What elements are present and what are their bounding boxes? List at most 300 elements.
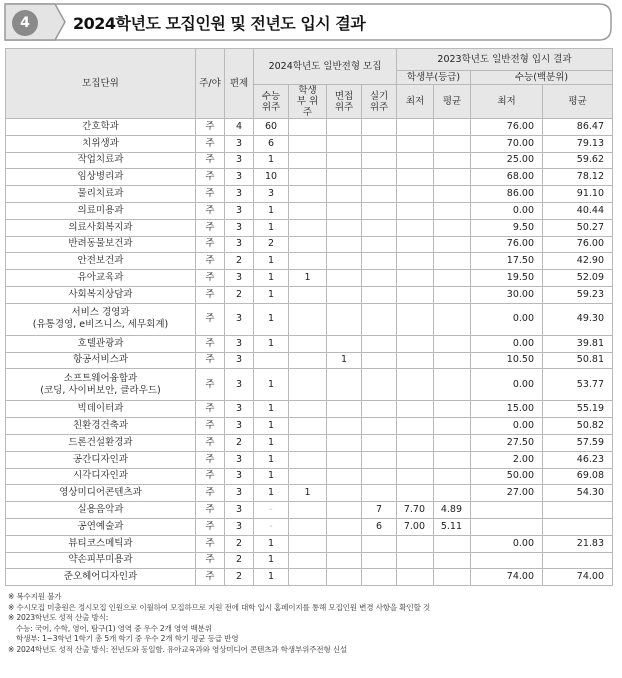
myeonjeop-cell: [327, 236, 362, 253]
term-cell: 3: [225, 418, 254, 435]
daynight-cell: 주: [196, 535, 225, 552]
hs-min-cell: [397, 202, 434, 219]
table-row: [6, 186, 613, 203]
cs-avg-cell: 74.00: [543, 569, 613, 586]
dept-cell: [6, 186, 196, 203]
dept-cell: [6, 418, 196, 435]
term-cell: 3: [225, 219, 254, 236]
daynight-cell: 주: [196, 518, 225, 535]
hs-min-cell: [397, 369, 434, 401]
suneung-cell: 1: [254, 535, 289, 552]
cs-min-cell: 30.00: [471, 286, 543, 303]
table-row: [6, 169, 613, 186]
hs-avg-cell: [434, 468, 471, 485]
header-suneung: 수능 위주: [254, 85, 289, 119]
dept-name: 소프트웨어융합과: [63, 372, 138, 384]
hs-min-cell: [397, 434, 434, 451]
suneung-cell: 1: [254, 569, 289, 586]
admission-table: [5, 48, 613, 586]
myeonjeop-cell: [327, 169, 362, 186]
hs-min-cell: [397, 270, 434, 287]
silgi-cell: [362, 535, 397, 552]
term-cell: 2: [225, 286, 254, 303]
cs-min-cell: 27.00: [471, 485, 543, 502]
cs-avg-cell: 86.47: [543, 119, 613, 136]
hakseng-cell: [289, 169, 327, 186]
daynight-cell: 주: [196, 451, 225, 468]
suneung-cell: 60: [254, 119, 289, 136]
suneung-cell: 1: [254, 485, 289, 502]
term-cell: 2: [225, 552, 254, 569]
cs-avg-cell: 59.23: [543, 286, 613, 303]
cs-min-cell: 76.00: [471, 119, 543, 136]
myeonjeop-cell: [327, 186, 362, 203]
cs-avg-cell: 57.59: [543, 434, 613, 451]
table-row: [6, 219, 613, 236]
dept-cell: [6, 535, 196, 552]
cs-min-cell: 15.00: [471, 401, 543, 418]
hakseng-cell: [289, 286, 327, 303]
note-line: 수능: 국어, 수학, 영어, 탐구(1) 영역 중 우수 2개 영역 백분위: [16, 623, 212, 633]
suneung-cell: 1: [254, 286, 289, 303]
dept-cell: [6, 253, 196, 270]
dept-cell: [6, 451, 196, 468]
dept-name: 시각디자인과: [72, 470, 129, 482]
dept-name: 안전보건과: [77, 255, 124, 267]
header-hs-min: 최저: [397, 85, 434, 119]
suneung-cell: 1: [254, 418, 289, 435]
cs-avg-cell: 53.77: [543, 369, 613, 401]
hakseng-cell: [289, 202, 327, 219]
myeonjeop-cell: [327, 535, 362, 552]
term-cell: 3: [225, 169, 254, 186]
hs-min-cell: [397, 535, 434, 552]
daynight-cell: 주: [196, 502, 225, 519]
term-cell: 3: [225, 236, 254, 253]
hs-min-cell: [397, 485, 434, 502]
suneung-cell: 1: [254, 270, 289, 287]
cs-min-cell: 76.00: [471, 236, 543, 253]
myeonjeop-cell: [327, 552, 362, 569]
dept-cell: [6, 518, 196, 535]
suneung-cell: 10: [254, 169, 289, 186]
hakseng-cell: [289, 219, 327, 236]
table-row: [6, 434, 613, 451]
daynight-cell: 주: [196, 468, 225, 485]
silgi-cell: [362, 286, 397, 303]
table-row: [6, 119, 613, 136]
cs-avg-cell: [543, 518, 613, 535]
hs-min-cell: [397, 286, 434, 303]
hs-min-cell: [397, 219, 434, 236]
myeonjeop-cell: [327, 401, 362, 418]
cs-avg-cell: 91.10: [543, 186, 613, 203]
cs-avg-cell: 46.23: [543, 451, 613, 468]
silgi-cell: [362, 434, 397, 451]
term-cell: 3: [225, 135, 254, 152]
hakseng-cell: [289, 253, 327, 270]
daynight-cell: 주: [196, 169, 225, 186]
daynight-cell: 주: [196, 485, 225, 502]
cs-avg-cell: 55.19: [543, 401, 613, 418]
daynight-cell: 주: [196, 286, 225, 303]
table-row: [6, 468, 613, 485]
silgi-cell: [362, 401, 397, 418]
cs-min-cell: 0.00: [471, 535, 543, 552]
suneung-cell: 1: [254, 303, 289, 335]
dept-cell: [6, 401, 196, 418]
hs-avg-cell: [434, 152, 471, 169]
hs-avg-cell: [434, 552, 471, 569]
header-myeonjeop: 면접 위주: [327, 85, 362, 119]
header-hakseng: 학생부 위주: [289, 85, 327, 119]
daynight-cell: 주: [196, 569, 225, 586]
header-hs-record: 학생부(등급): [397, 71, 471, 85]
header-csat: 수능(백분위): [471, 71, 613, 85]
table-row: [6, 135, 613, 152]
term-cell: 4: [225, 119, 254, 136]
hs-min-cell: [397, 152, 434, 169]
silgi-cell: [362, 119, 397, 136]
cs-min-cell: 2.00: [471, 451, 543, 468]
term-cell: 3: [225, 401, 254, 418]
dept-cell: [6, 169, 196, 186]
daynight-cell: 주: [196, 236, 225, 253]
term-cell: 3: [225, 451, 254, 468]
term-cell: 3: [225, 186, 254, 203]
myeonjeop-cell: [327, 335, 362, 352]
dept-name: 드론건설환경과: [68, 436, 133, 448]
dept-name: 영상미디어콘텐츠과: [59, 487, 142, 499]
hakseng-cell: [289, 236, 327, 253]
dept-name: 빅데이터과: [77, 403, 124, 415]
silgi-cell: [362, 303, 397, 335]
table-row: [6, 270, 613, 287]
term-cell: 3: [225, 369, 254, 401]
term-cell: 3: [225, 152, 254, 169]
hs-min-cell: [397, 119, 434, 136]
silgi-cell: [362, 352, 397, 369]
header-daynight: 주/야: [196, 49, 225, 119]
hakseng-cell: [289, 152, 327, 169]
hs-min-cell: [397, 552, 434, 569]
hs-avg-cell: [434, 352, 471, 369]
dept-name: 간호학과: [82, 120, 119, 132]
hs-avg-cell: [434, 169, 471, 186]
hs-avg-cell: [434, 303, 471, 335]
hakseng-cell: [289, 518, 327, 535]
cs-avg-cell: 21.83: [543, 535, 613, 552]
hakseng-cell: [289, 186, 327, 203]
cs-min-cell: 0.00: [471, 335, 543, 352]
header-2024-group: 2024학년도 일반전형 모집: [254, 49, 397, 85]
hakseng-cell: [289, 401, 327, 418]
hs-min-cell: [397, 352, 434, 369]
table-row: [6, 352, 613, 369]
dept-name: 공연예술과: [77, 520, 124, 532]
cs-avg-cell: 40.44: [543, 202, 613, 219]
hakseng-cell: [289, 569, 327, 586]
suneung-cell: 1: [254, 219, 289, 236]
hs-avg-cell: 5.11: [434, 518, 471, 535]
cs-avg-cell: [543, 552, 613, 569]
hs-avg-cell: [434, 335, 471, 352]
cs-min-cell: 17.50: [471, 253, 543, 270]
cs-avg-cell: 50.82: [543, 418, 613, 435]
silgi-cell: [362, 552, 397, 569]
silgi-cell: [362, 135, 397, 152]
section-number-badge: 4: [12, 10, 38, 36]
table-row: [6, 236, 613, 253]
daynight-cell: 주: [196, 219, 225, 236]
myeonjeop-cell: [327, 286, 362, 303]
cs-avg-cell: 39.81: [543, 335, 613, 352]
term-cell: 3: [225, 352, 254, 369]
dept-cell: [6, 468, 196, 485]
daynight-cell: 주: [196, 135, 225, 152]
hs-avg-cell: [434, 369, 471, 401]
silgi-cell: [362, 236, 397, 253]
hs-min-cell: [397, 236, 434, 253]
cs-min-cell: [471, 518, 543, 535]
dept-name: 항공서비스과: [72, 354, 129, 366]
note-line: ※ 2023학년도 성적 산출 방식:: [8, 613, 109, 623]
table-body: [6, 119, 613, 586]
silgi-cell: 6: [362, 518, 397, 535]
dept-subname: (유통경영, e비즈니스, 세무회계): [32, 319, 169, 331]
hs-avg-cell: [434, 202, 471, 219]
daynight-cell: 주: [196, 186, 225, 203]
cs-min-cell: 27.50: [471, 434, 543, 451]
section-banner: [3, 2, 615, 42]
silgi-cell: [362, 485, 397, 502]
suneung-cell: -: [254, 518, 289, 535]
cs-min-cell: 25.00: [471, 152, 543, 169]
silgi-cell: [362, 202, 397, 219]
daynight-cell: 주: [196, 152, 225, 169]
silgi-cell: [362, 270, 397, 287]
cs-min-cell: 0.00: [471, 303, 543, 335]
hs-avg-cell: [434, 535, 471, 552]
header-cs-min: 최저: [471, 85, 543, 119]
note-line: ※ 복수지원 불가: [8, 592, 62, 601]
hs-avg-cell: [434, 270, 471, 287]
table-row: [6, 303, 613, 335]
table-row: [6, 485, 613, 502]
silgi-cell: [362, 369, 397, 401]
dept-name: 친환경건축과: [72, 420, 129, 432]
term-cell: 3: [225, 202, 254, 219]
term-cell: 3: [225, 485, 254, 502]
hs-min-cell: [397, 451, 434, 468]
cs-min-cell: 0.00: [471, 369, 543, 401]
daynight-cell: 주: [196, 303, 225, 335]
dept-name: 반려동물보건과: [68, 238, 133, 250]
header-term: 편제: [225, 49, 254, 119]
table-row: [6, 286, 613, 303]
table-row: [6, 152, 613, 169]
suneung-cell: 1: [254, 335, 289, 352]
myeonjeop-cell: [327, 451, 362, 468]
footnotes: [8, 592, 614, 656]
hs-min-cell: [397, 186, 434, 203]
cs-min-cell: [471, 552, 543, 569]
hs-avg-cell: [434, 135, 471, 152]
hs-avg-cell: [434, 186, 471, 203]
dept-name: 준오헤어디자인과: [63, 571, 138, 583]
hs-avg-cell: [434, 418, 471, 435]
silgi-cell: [362, 468, 397, 485]
myeonjeop-cell: [327, 518, 362, 535]
dept-cell: [6, 152, 196, 169]
hs-avg-cell: [434, 485, 471, 502]
hs-avg-cell: [434, 236, 471, 253]
suneung-cell: 6: [254, 135, 289, 152]
cs-avg-cell: 50.81: [543, 352, 613, 369]
cs-min-cell: 86.00: [471, 186, 543, 203]
term-cell: 3: [225, 468, 254, 485]
silgi-cell: [362, 569, 397, 586]
header-hs-avg: 평균: [434, 85, 471, 119]
hs-avg-cell: [434, 119, 471, 136]
hakseng-cell: [289, 468, 327, 485]
table-row: [6, 569, 613, 586]
cs-min-cell: 0.00: [471, 202, 543, 219]
table-row: [6, 535, 613, 552]
suneung-cell: 1: [254, 552, 289, 569]
term-cell: 2: [225, 253, 254, 270]
table-row: [6, 253, 613, 270]
hakseng-cell: [289, 135, 327, 152]
daynight-cell: 주: [196, 434, 225, 451]
myeonjeop-cell: [327, 569, 362, 586]
silgi-cell: [362, 152, 397, 169]
myeonjeop-cell: 1: [327, 352, 362, 369]
dept-subname: (코딩, 사이버보안, 클라우드): [40, 384, 161, 396]
cs-min-cell: 50.00: [471, 468, 543, 485]
term-cell: 3: [225, 335, 254, 352]
dept-name: 실용음악과: [77, 504, 124, 516]
daynight-cell: 주: [196, 352, 225, 369]
dept-cell: [6, 502, 196, 519]
hs-avg-cell: [434, 219, 471, 236]
silgi-cell: [362, 335, 397, 352]
header-silgi: 실기 위주: [362, 85, 397, 119]
term-cell: 2: [225, 535, 254, 552]
cs-avg-cell: 52.09: [543, 270, 613, 287]
myeonjeop-cell: [327, 502, 362, 519]
dept-name: 물리치료과: [77, 188, 124, 200]
dept-cell: [6, 219, 196, 236]
cs-min-cell: 68.00: [471, 169, 543, 186]
dept-cell: [6, 569, 196, 586]
hakseng-cell: [289, 451, 327, 468]
suneung-cell: 1: [254, 434, 289, 451]
cs-avg-cell: 49.30: [543, 303, 613, 335]
hakseng-cell: [289, 552, 327, 569]
cs-avg-cell: 54.30: [543, 485, 613, 502]
dept-name: 사회복지상담과: [68, 288, 133, 300]
daynight-cell: 주: [196, 253, 225, 270]
hs-avg-cell: [434, 569, 471, 586]
hakseng-cell: 1: [289, 485, 327, 502]
hs-min-cell: [397, 418, 434, 435]
table-row: [6, 202, 613, 219]
hakseng-cell: [289, 369, 327, 401]
cs-avg-cell: 59.62: [543, 152, 613, 169]
dept-cell: [6, 369, 196, 401]
silgi-cell: [362, 219, 397, 236]
table-row: [6, 335, 613, 352]
daynight-cell: 주: [196, 369, 225, 401]
cs-min-cell: [471, 502, 543, 519]
suneung-cell: 1: [254, 253, 289, 270]
daynight-cell: 주: [196, 119, 225, 136]
dept-cell: [6, 202, 196, 219]
cs-min-cell: 9.50: [471, 219, 543, 236]
daynight-cell: 주: [196, 270, 225, 287]
cs-avg-cell: [543, 502, 613, 519]
dept-cell: [6, 335, 196, 352]
hakseng-cell: 1: [289, 270, 327, 287]
hs-avg-cell: [434, 401, 471, 418]
myeonjeop-cell: [327, 270, 362, 287]
hs-min-cell: [397, 169, 434, 186]
hs-avg-cell: [434, 253, 471, 270]
table-row: [6, 518, 613, 535]
daynight-cell: 주: [196, 418, 225, 435]
hs-min-cell: 7.70: [397, 502, 434, 519]
suneung-cell: 1: [254, 451, 289, 468]
cs-min-cell: 0.00: [471, 418, 543, 435]
dept-cell: [6, 135, 196, 152]
hakseng-cell: [289, 502, 327, 519]
table-row: [6, 451, 613, 468]
myeonjeop-cell: [327, 418, 362, 435]
dept-cell: [6, 552, 196, 569]
hs-min-cell: [397, 253, 434, 270]
hs-min-cell: 7.00: [397, 518, 434, 535]
dept-name: 의료미용과: [77, 204, 124, 216]
term-cell: 3: [225, 502, 254, 519]
hakseng-cell: [289, 303, 327, 335]
silgi-cell: [362, 186, 397, 203]
note-line: ※ 2024학년도 성적 산출 방식: 전년도와 동일함. 유아교육과와 영상미디어 콘텐츠과 학생부위주전형 신설: [8, 644, 348, 654]
hs-avg-cell: [434, 451, 471, 468]
hs-avg-cell: [434, 286, 471, 303]
myeonjeop-cell: [327, 152, 362, 169]
dept-cell: [6, 352, 196, 369]
hakseng-cell: [289, 434, 327, 451]
term-cell: 3: [225, 518, 254, 535]
suneung-cell: 1: [254, 202, 289, 219]
dept-cell: [6, 270, 196, 287]
myeonjeop-cell: [327, 219, 362, 236]
myeonjeop-cell: [327, 303, 362, 335]
page-title: 2024학년도 모집인원 및 전년도 입시 결과: [73, 14, 366, 33]
suneung-cell: 1: [254, 369, 289, 401]
header-cs-avg: 평균: [543, 85, 613, 119]
cs-avg-cell: 79.13: [543, 135, 613, 152]
suneung-cell: 2: [254, 236, 289, 253]
dept-cell: [6, 236, 196, 253]
daynight-cell: 주: [196, 401, 225, 418]
dept-name: 의료사회복지과: [68, 221, 133, 233]
cs-avg-cell: 78.12: [543, 169, 613, 186]
silgi-cell: 7: [362, 502, 397, 519]
dept-cell: [6, 303, 196, 335]
dept-cell: [6, 286, 196, 303]
